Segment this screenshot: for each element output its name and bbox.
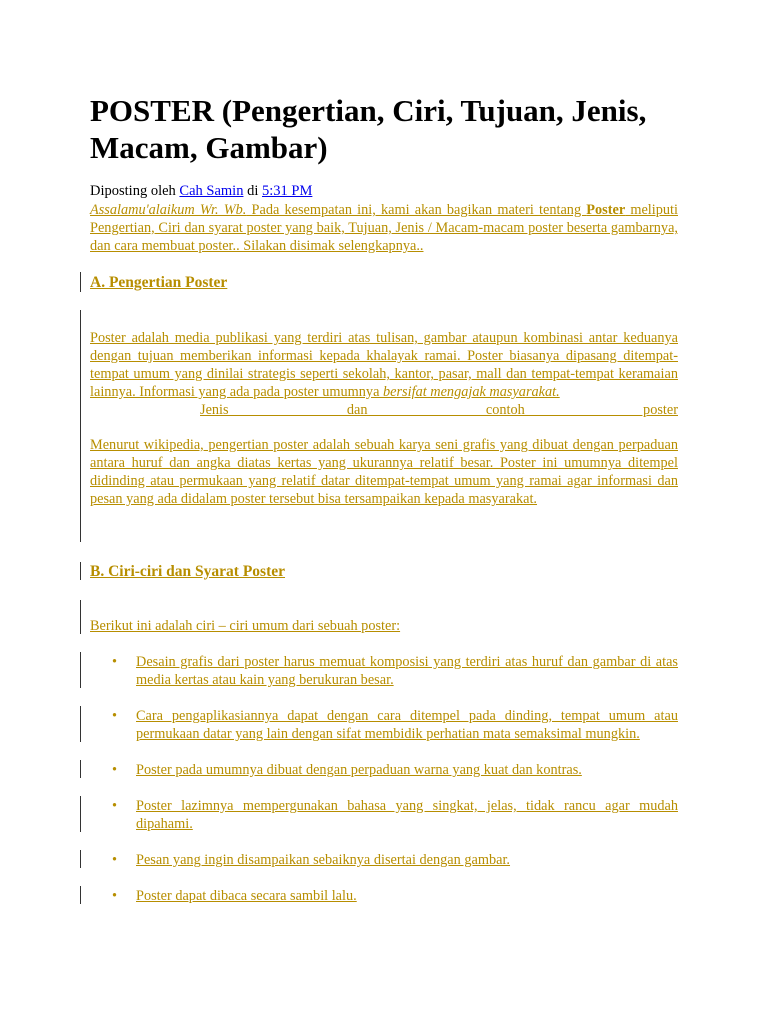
intro-paragraph bbox=[90, 201, 678, 255]
intro-bold-poster: Poster bbox=[586, 202, 626, 218]
list-item-text: Cara pengaplikasiannya dapat dengan cara ditempel pada dinding, tempat umum atau permukaan datar yang lain dengan sifat membidik perhatian mata semaksimal mungkin. bbox=[136, 708, 678, 742]
list-item-text: Poster dapat dibaca secara sambil lalu. bbox=[136, 888, 357, 904]
margin-bar bbox=[80, 886, 81, 904]
page-title: POSTER (Pengertian, Ciri, Tujuan, Jenis, Macam, Gambar) bbox=[90, 93, 647, 165]
bullet-icon: • bbox=[112, 798, 118, 814]
pengertian-paragraph-1 bbox=[90, 329, 678, 401]
list-item-text: Poster lazimnya mempergunakan bahasa yang singkat, jelas, tidak rancu agar mudah dipahami. bbox=[136, 798, 678, 832]
heading-pengertian: A. Pengertian Poster bbox=[90, 274, 228, 291]
pengertian-caption-text: Jenis dan contoh poster bbox=[200, 402, 678, 418]
list-item bbox=[112, 851, 678, 869]
bullet-icon: • bbox=[112, 888, 118, 904]
post-meta bbox=[90, 182, 312, 200]
intro-text-2: meliputi Pengertian, Ciri dan syarat poster yang baik, Tujuan, Jenis / Macam-macam poster beserta gambarnya, dan cara membuat poster.. Silakan disimak selengkapnya.. bbox=[90, 202, 678, 254]
pengertian-italic: bersifat mengajak masyarakat. bbox=[383, 384, 560, 400]
ciri-intro: Berikut ini adalah ciri – ciri umum dari sebuah poster: bbox=[90, 618, 401, 634]
meta-prefix: Diposting oleh bbox=[90, 183, 180, 199]
margin-bar bbox=[80, 652, 81, 688]
list-item-text: Poster pada umumnya dibuat dengan perpaduan warna yang kuat dan kontras. bbox=[136, 762, 582, 778]
heading-ciri: B. Ciri-ciri dan Syarat Poster bbox=[90, 563, 286, 580]
bullet-icon: • bbox=[112, 852, 118, 868]
list-item-text: Desain grafis dari poster harus memuat komposisi yang terdiri atas huruf dan gambar di atas media kertas atau kain yang berukuran besar. bbox=[136, 654, 678, 688]
margin-bar bbox=[80, 562, 81, 580]
greeting: Assalamu'alaikum Wr. Wb. bbox=[90, 202, 247, 218]
margin-bar bbox=[80, 310, 81, 542]
author-link[interactable]: Cah Samin bbox=[179, 183, 244, 199]
margin-bar bbox=[80, 600, 81, 634]
list-item bbox=[112, 887, 678, 905]
pengertian-caption bbox=[200, 401, 678, 419]
list-item bbox=[112, 761, 678, 779]
list-item bbox=[112, 653, 678, 689]
margin-bar bbox=[80, 850, 81, 868]
list-item bbox=[112, 797, 678, 833]
margin-bar bbox=[80, 272, 81, 292]
margin-bar bbox=[80, 706, 81, 742]
bullet-icon: • bbox=[112, 762, 118, 778]
list-item bbox=[112, 707, 678, 743]
pengertian-text: Poster adalah media publikasi yang terdiri atas tulisan, gambar ataupun kombinasi antar keduanya dengan tujuan memberikan informasi kepada khalayak ramai. Poster biasanya dipasang ditempat-tempat umum yang dinilai strategis seperti sekolah, kantor, pasar, mall dan tempat-tempat keramaian lainnya. Informasi yang ada pada poster umumnya bbox=[90, 330, 678, 400]
intro-text-1: Pada kesempatan ini, kami akan bagikan materi tentang bbox=[246, 202, 587, 218]
bullet-icon: • bbox=[112, 708, 118, 724]
pengertian-paragraph-2: Menurut wikipedia, pengertian poster adalah sebuah karya seni grafis yang dibuat dengan perpaduan antara huruf dan angka diatas kertas yang ukurannya relatif besar. Poster ini umumnya ditempel didinding atau permukaan yang relatif datar ditempat-tempat umum yang ramai agar informasi dan pesan yang ada didalam poster tersebut bisa tersampaikan kepada masyarakat. bbox=[90, 437, 678, 507]
meta-at: di bbox=[243, 183, 262, 199]
time-link[interactable]: 5:31 PM bbox=[262, 183, 313, 199]
margin-bar bbox=[80, 760, 81, 778]
margin-bar bbox=[80, 796, 81, 832]
list-item-text: Pesan yang ingin disampaikan sebaiknya disertai dengan gambar. bbox=[136, 852, 511, 868]
bullet-icon: • bbox=[112, 654, 118, 670]
